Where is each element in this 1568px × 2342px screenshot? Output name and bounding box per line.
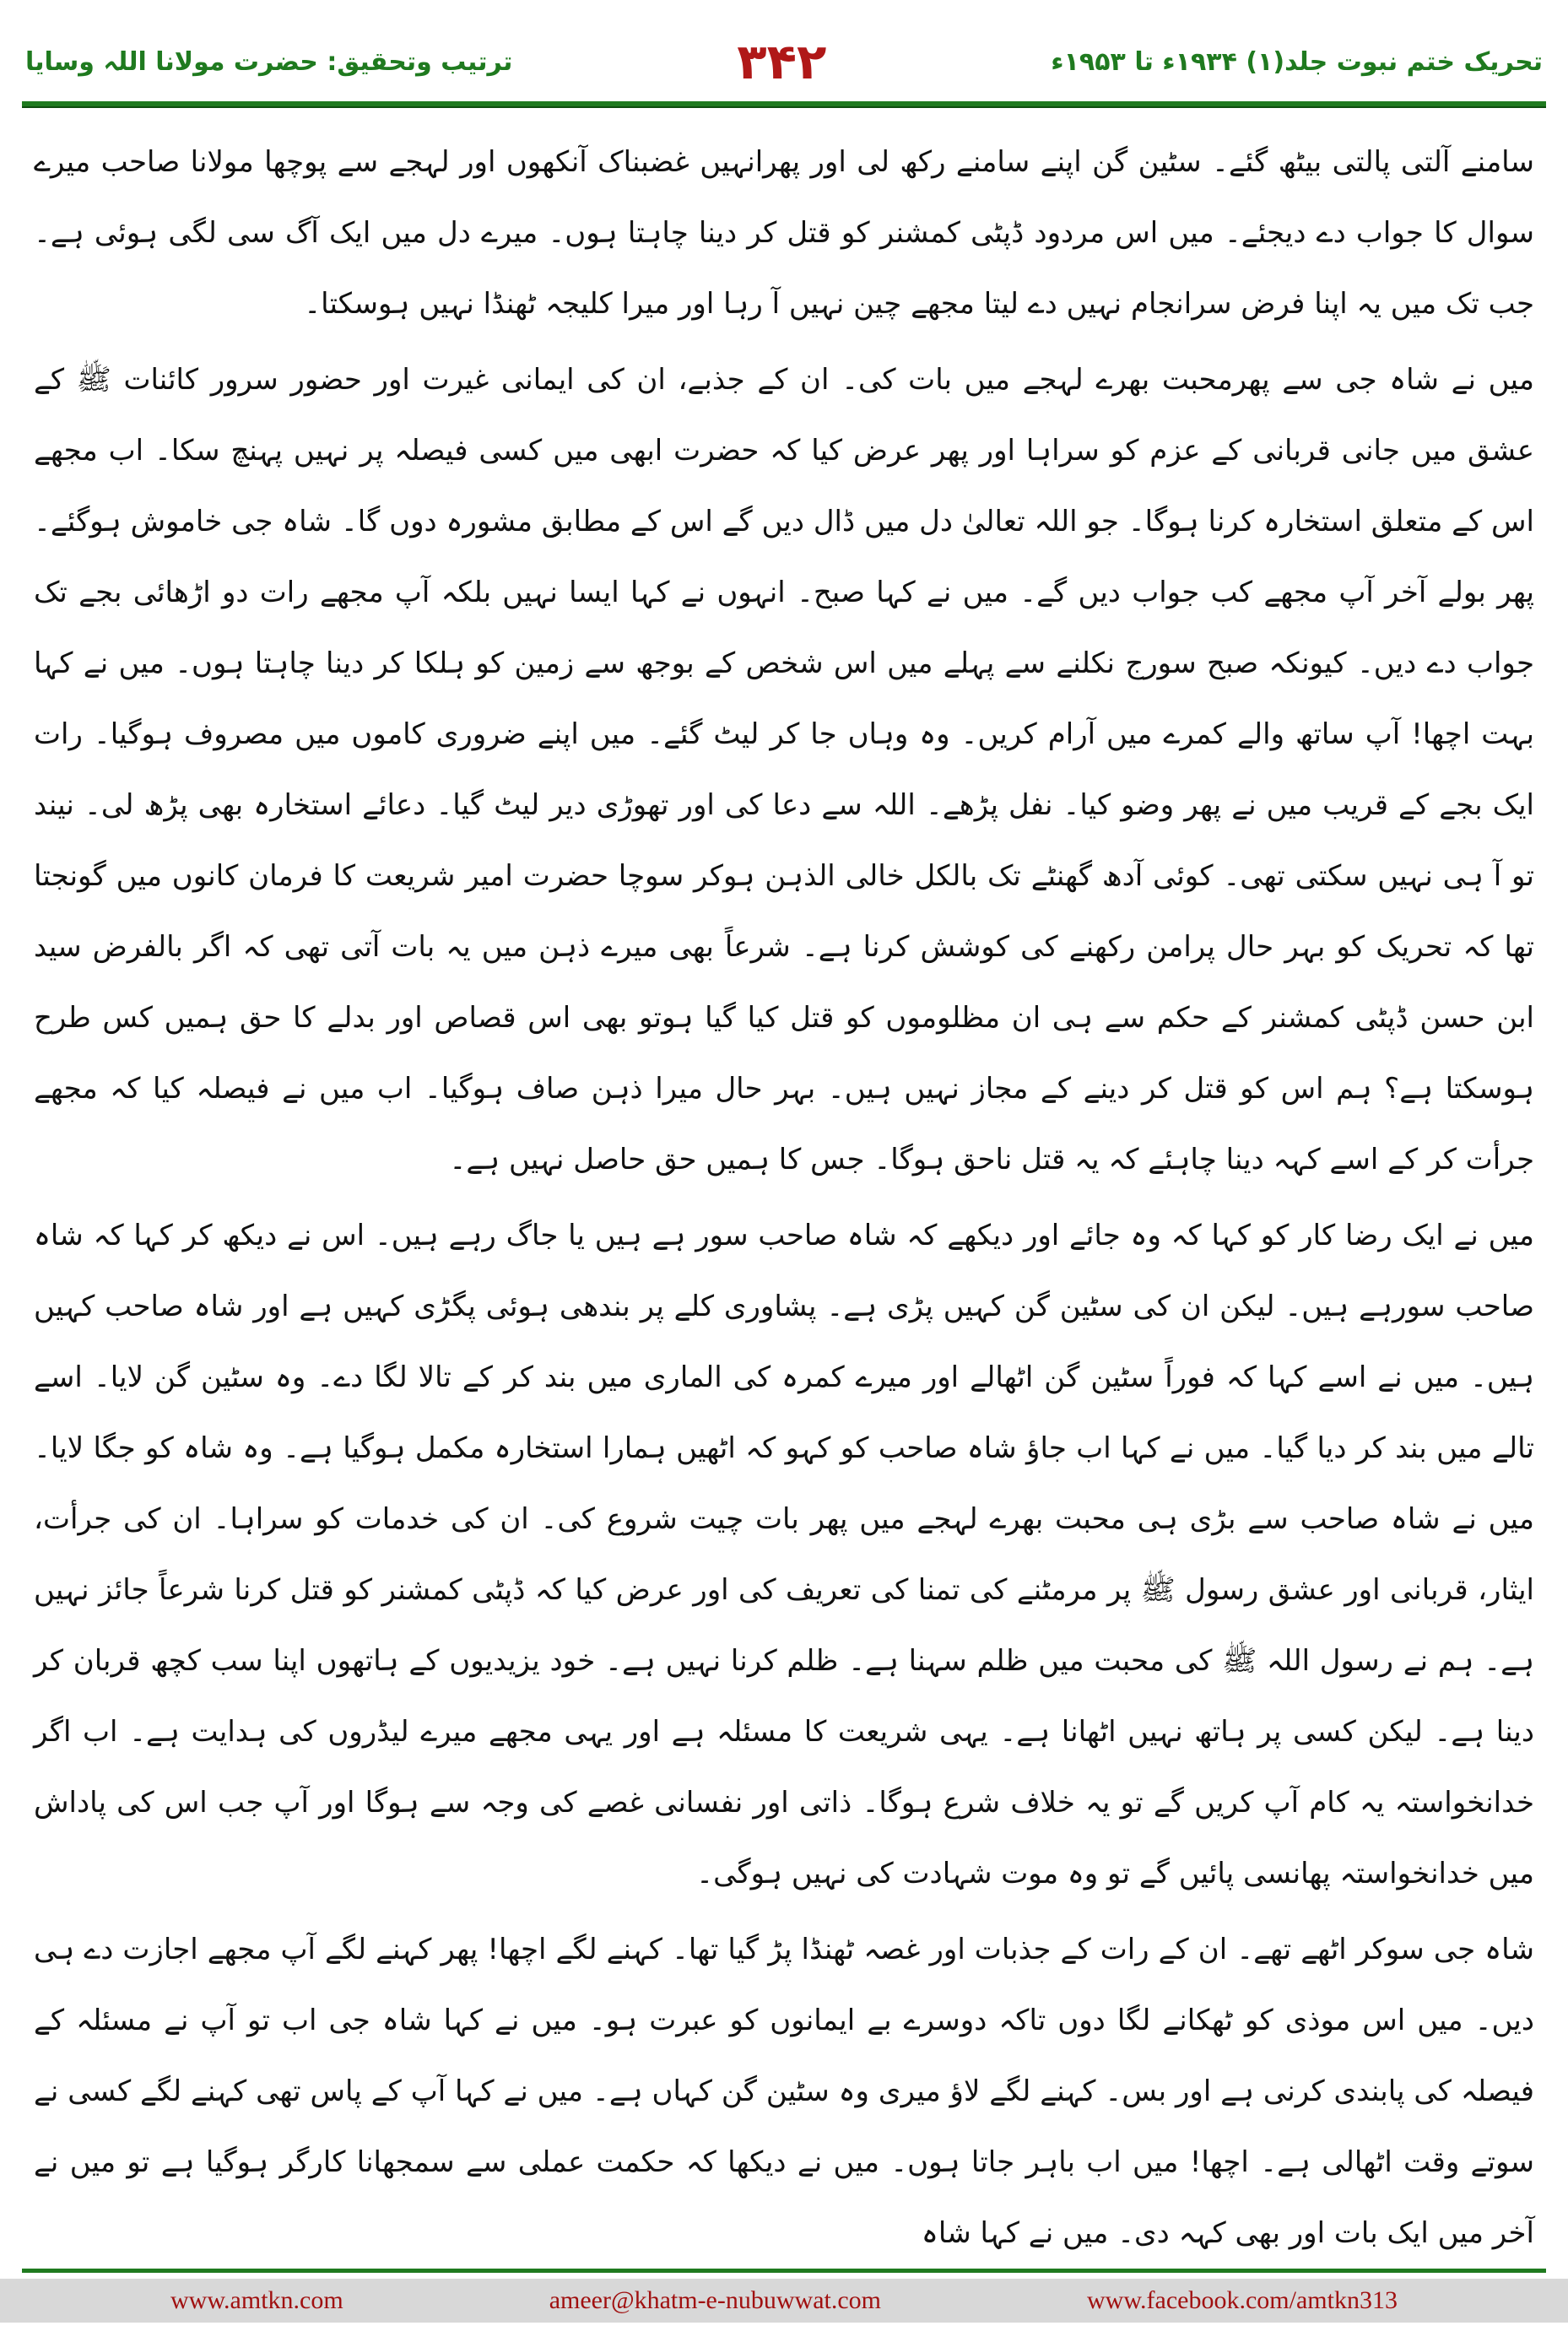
page-number: ۳۴۲ xyxy=(737,33,827,90)
page-body xyxy=(34,127,1534,2250)
paragraph-3: میں نے ایک رضا کار کو کہا کہ وہ جائے اور دیکھے کہ شاہ صاحب سور ہے ہیں یا جاگ رہے ہیں۔ اس نے دیکھ کر کہا کہ شاہ صاحب سورہے ہیں۔ لیکن ان کی سٹین گن کہیں پڑی ہے۔ پشاوری کلے پر بندھی ہوئی پگڑی کہیں ہے اور شاہ صاحب کہیں ہیں۔ میں نے اسے کہا کہ فوراً سٹین گن اٹھالے اور میرے کمرہ کی الماری میں بند کر کے تالا لگا دے۔ وہ سٹین گن لایا۔ اسے تالے میں بند کر دیا گیا۔ میں نے کہا اب جاؤ شاہ صاحب کو کہو کہ اٹھیں ہمارا استخارہ مکمل ہوگیا ہے۔ وہ شاہ کو جگا لایا۔ میں نے شاہ صاحب سے بڑی ہی محبت بھرے لہجے میں پھر بات چیت شروع کی۔ ان کی خدمات کو سراہا۔ ان کی جرأت، ایثار، قربانی اور عشق رسول ﷺ پر مرمٹنے کی تمنا کی تعریف کی اور عرض کیا کہ ڈپٹی کمشنر کو قتل کرنا شرعاً جائز نہیں ہے۔ ہم نے رسول اللہ ﷺ کی محبت میں ظلم سہنا ہے۔ ظلم کرنا نہیں ہے۔ خود یزیدیوں کے ہاتھوں اپنا سب کچھ قربان کر دینا ہے۔ لیکن کسی پر ہاتھ نہیں اٹھانا ہے۔ یہی شریعت کا مسئلہ ہے اور یہی مجھے میرے لیڈروں کی ہدایت ہے۔ اب اگر خدانخواستہ یہ کام آپ کریں گے تو یہ خلاف شرع ہوگا۔ ذاتی اور نفسانی غصے کی وجہ سے ہوگا اور آپ جب اس کی پاداش میں خدانخواستہ پھانسی پائیں گے تو وہ موت شہادت کی نہیں ہوگی۔ xyxy=(34,1219,1534,1890)
header-book-title: تحریک ختم نبوت جلد(۱) ۱۹۳۴ء تا ۱۹۵۳ء xyxy=(1051,46,1543,77)
header-credit: ترتیب وتحقیق: حضرت مولانا اللہ وسایا xyxy=(25,46,513,77)
page-footer xyxy=(0,2279,1568,2323)
page-header xyxy=(25,24,1543,100)
footer-email-link[interactable]: ameer@khatm-e-nubuwwat.com xyxy=(549,2286,881,2314)
footer-website-link[interactable]: www.amtkn.com xyxy=(170,2286,343,2314)
paragraph-4: شاہ جی سوکر اٹھے تھے۔ ان کے رات کے جذبات اور غصہ ٹھنڈا پڑ گیا تھا۔ کہنے لگے اچھا! پھر کہنے لگے آپ مجھے اجازت دے ہی دیں۔ میں اس موذی کو ٹھکانے لگا دوں تاکہ دوسرے بے ایمانوں کو عبرت ہو۔ میں نے کہا شاہ جی اب تو آپ نے مسئلہ کے فیصلہ کی پابندی کرنی ہے اور بس۔ کہنے لگے لاؤ میری وہ سٹین گن کہاں ہے۔ میں نے کہا آپ کے پاس تھی کہنے لگے کسی نے سوتے وقت اٹھالی ہے۔ اچھا! میں اب باہر جاتا ہوں۔ میں نے دیکھا کہ حکمت عملی سے سمجھانا کارگر ہوگیا ہے تو میں نے آخر میں ایک بات اور بھی کہہ دی۔ میں نے کہا شاہ xyxy=(34,1933,1534,2250)
paragraph-1: سامنے آلتی پالتی بیٹھ گئے۔ سٹین گن اپنے سامنے رکھ لی اور پھرانہیں غضبناک آنکھوں اور لہجے سے پوچھا مولانا صاحب میرے سوال کا جواب دے دیجئے۔ میں اس مردود ڈپٹی کمشنر کو قتل کر دینا چاہتا ہوں۔ میرے دل میں ایک آگ سی لگی ہوئی ہے۔ جب تک میں یہ اپنا فرض سرانجام نہیں دے لیتا مجھے چین نہیں آ رہا اور میرا کلیجہ ٹھنڈا نہیں ہوسکتا۔ xyxy=(34,145,1534,321)
footer-facebook-link[interactable]: www.facebook.com/amtkn313 xyxy=(1087,2286,1398,2314)
paragraph-2: میں نے شاہ جی سے پھرمحبت بھرے لہجے میں بات کی۔ ان کے جذبے، ان کی ایمانی غیرت اور حضور سرور کائنات ﷺ کے عشق میں جانی قربانی کے عزم کو سراہا اور پھر عرض کیا کہ حضرت ابھی میں کسی فیصلہ پر نہیں پہنچ سکا۔ اب مجھے اس کے متعلق استخارہ کرنا ہوگا۔ جو اللہ تعالیٰ دل میں ڈال دیں گے اس کے مطابق مشورہ دوں گا۔ شاہ جی خاموش ہوگئے۔ پھر بولے آخر آپ مجھے کب جواب دیں گے۔ میں نے کہا صبح۔ انہوں نے کہا ایسا نہیں بلکہ آپ مجھے رات دو اڑھائی بجے تک جواب دے دیں۔ کیونکہ صبح سورج نکلنے سے پہلے میں اس شخص کے بوجھ سے زمین کو ہلکا کر دینا چاہتا ہوں۔ میں نے کہا بہت اچھا! آپ ساتھ والے کمرے میں آرام کریں۔ وہ وہاں جا کر لیٹ گئے۔ میں اپنے ضروری کاموں میں مصروف ہوگیا۔ رات ایک بجے کے قریب میں نے پھر وضو کیا۔ نفل پڑھے۔ اللہ سے دعا کی اور تھوڑی دیر لیٹ گیا۔ دعائے استخارہ بھی پڑھ لی۔ نیند تو آ ہی نہیں سکتی تھی۔ کوئی آدھ گھنٹے تک بالکل خالی الذہن ہوکر سوچا حضرت امیر شریعت کا فرمان کانوں میں گونجتا تھا کہ تحریک کو بہر حال پرامن رکھنے کی کوشش کرنا ہے۔ شرعاً بھی میرے ذہن میں یہ بات آتی تھی کہ اگر بالفرض سید ابن حسن ڈپٹی کمشنر کے حکم سے ہی ان مظلوموں کو قتل کیا گیا ہوتو بھی اس قصاص اور بدلے کا حق ہمیں کس طرح ہوسکتا ہے؟ ہم اس کو قتل کر دینے کے مجاز نہیں ہیں۔ بہر حال میرا ذہن صاف ہوگیا۔ اب میں نے فیصلہ کیا کہ مجھے جرأت کر کے اسے کہہ دینا چاہئے کہ یہ قتل ناحق ہوگا۔ جس کا ہمیں حق حاصل نہیں ہے۔ xyxy=(34,363,1534,1176)
header-divider xyxy=(22,101,1546,108)
footer-divider xyxy=(22,2269,1546,2273)
